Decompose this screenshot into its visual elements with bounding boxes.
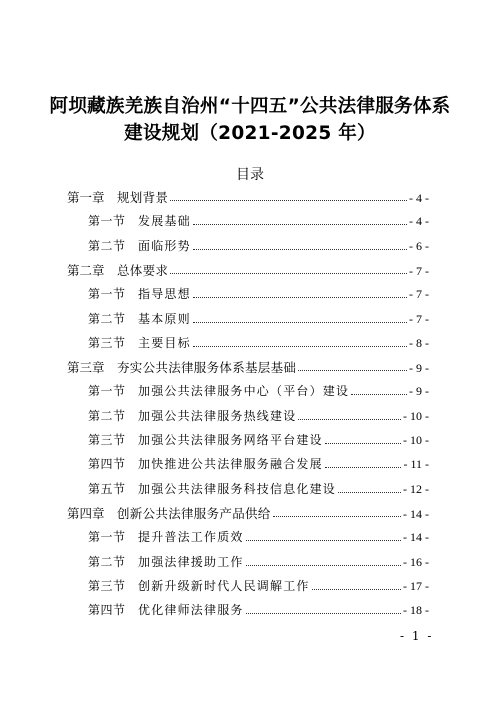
toc-entry-title: 规划背景 — [117, 190, 169, 205]
toc-entry-page: - 16 - — [403, 554, 429, 569]
toc-chapter-entry[interactable] — [67, 504, 429, 524]
toc-entry-number: 第二节 — [88, 554, 126, 569]
toc-entry-page: - 4 - — [409, 214, 429, 229]
toc-entry-number: 第四节 — [88, 603, 126, 618]
toc-entry-page: - 12 - — [403, 481, 429, 496]
toc-dot-leader — [351, 393, 407, 395]
toc-entry-page: - 6 - — [409, 238, 429, 253]
toc-section-entry[interactable] — [88, 577, 429, 597]
toc-entry-number: 第三节 — [88, 578, 126, 593]
toc-section-entry[interactable] — [88, 601, 429, 621]
toc-chapter-entry[interactable] — [67, 358, 429, 378]
page-number-footer: - 1 - — [400, 629, 434, 643]
toc-section-entry[interactable] — [88, 285, 429, 305]
toc-dot-leader — [193, 223, 407, 225]
toc-entry-title: 发展基础 — [138, 214, 191, 229]
toc-entry-page: - 17 - — [403, 578, 429, 593]
toc-entry-number: 第三节 — [88, 335, 126, 350]
toc-entry-number: 第一节 — [88, 530, 126, 545]
toc-dot-leader — [193, 248, 407, 250]
document-title-line1: 阿坝藏族羌族自治州“十四五”公共法律服务体系 — [49, 96, 451, 117]
toc-section-entry[interactable] — [88, 480, 429, 500]
toc-entry-number: 第二节 — [88, 311, 126, 326]
toc-section-entry[interactable] — [88, 334, 429, 354]
toc-entry-title: 加强法律援助工作 — [138, 554, 244, 569]
toc-dot-leader — [312, 588, 401, 590]
toc-chapter-entry[interactable] — [67, 188, 429, 208]
toc-entry-page: - 10 - — [403, 433, 429, 447]
toc-entry-page: - 9 - — [409, 384, 429, 399]
toc-entry-title: 总体要求 — [117, 262, 169, 278]
toc-entry-title: 夯实公共法律服务体系基层基础 — [117, 360, 297, 376]
toc-section-entry[interactable] — [88, 310, 429, 330]
toc-entry-number: 第四节 — [88, 457, 126, 472]
toc-dot-leader — [193, 345, 407, 347]
toc-entry-number: 第二节 — [88, 238, 126, 253]
toc-entry-page: - 8 - — [409, 335, 429, 350]
toc-dot-leader — [325, 466, 402, 468]
toc-entry-page: - 10 - — [403, 408, 429, 423]
toc-entry-title: 加强公共法律服务热线建设 — [138, 408, 297, 423]
toc-heading: 目录 — [236, 167, 264, 183]
toc-entry-page: - 4 - — [409, 191, 429, 205]
toc-dot-leader — [246, 564, 401, 566]
toc-entry-number: 第一节 — [88, 214, 126, 229]
toc-section-entry[interactable] — [88, 431, 429, 451]
toc-entry-number: 第一章 — [67, 190, 105, 205]
toc-section-entry[interactable] — [88, 407, 429, 427]
toc-entry-title: 基本原则 — [138, 311, 191, 326]
toc-entry-title: 面临形势 — [138, 238, 191, 253]
toc-entry-title: 加强公共法律服务网络平台建设 — [138, 433, 323, 447]
toc-entry-page: - 14 - — [403, 506, 429, 521]
toc-entry-page: - 7 - — [409, 311, 429, 326]
toc-entry-title: 提升普法工作质效 — [138, 530, 244, 545]
toc-entry-title: 指导思想 — [138, 287, 191, 302]
document-title-line2: 建设规划（2021-2025 年） — [124, 123, 376, 144]
toc-entry-page: - 18 - — [403, 603, 429, 618]
toc-section-entry[interactable] — [88, 553, 429, 573]
toc-entry-title: 加强公共法律服务科技信息化建设 — [138, 481, 337, 496]
toc-entry-number: 第二节 — [88, 408, 126, 423]
toc-dot-leader — [170, 272, 407, 274]
toc-section-entry[interactable] — [88, 212, 429, 232]
toc-entry-number: 第三节 — [88, 433, 126, 447]
toc-dot-leader — [193, 321, 407, 323]
toc-section-entry[interactable] — [88, 237, 429, 257]
toc-dot-leader — [246, 612, 401, 614]
toc-entry-number: 第四章 — [67, 505, 105, 521]
toc-chapter-entry[interactable] — [67, 261, 429, 281]
toc-entry-title: 创新升级新时代人民调解工作 — [138, 578, 310, 593]
toc-dot-leader — [298, 418, 401, 420]
toc-entry-title: 加快推进公共法律服务融合发展 — [138, 457, 323, 472]
toc-entry-page: - 7 - — [409, 287, 429, 302]
toc-dot-leader — [325, 442, 401, 444]
toc-dot-leader — [298, 369, 407, 371]
toc-entry-page: - 11 - — [403, 457, 429, 472]
toc-dot-leader — [246, 539, 401, 541]
toc-entry-page: - 7 - — [409, 263, 429, 278]
toc-entry-title: 创新公共法律服务产品供给 — [117, 505, 271, 521]
toc-entry-number: 第三章 — [67, 360, 105, 376]
toc-entry-number: 第二章 — [67, 262, 105, 278]
toc-section-entry[interactable] — [88, 382, 429, 402]
toc-entry-number: 第一节 — [88, 287, 126, 302]
toc-entry-page: - 14 - — [403, 530, 429, 545]
toc-section-entry[interactable] — [88, 528, 429, 548]
toc-entry-title: 主要目标 — [138, 335, 191, 350]
toc-section-entry[interactable] — [88, 455, 429, 475]
toc-entry-title: 优化律师法律服务 — [138, 603, 244, 618]
toc-dot-leader — [273, 515, 401, 517]
toc-dot-leader — [170, 199, 407, 201]
toc-dot-leader — [338, 491, 401, 493]
toc-entry-number: 第一节 — [88, 384, 126, 399]
toc-entry-title: 加强公共法律服务中心（平台）建设 — [138, 384, 350, 399]
toc-dot-leader — [193, 296, 407, 298]
toc-entry-number: 第五节 — [88, 481, 126, 496]
toc-entry-page: - 9 - — [409, 361, 429, 376]
